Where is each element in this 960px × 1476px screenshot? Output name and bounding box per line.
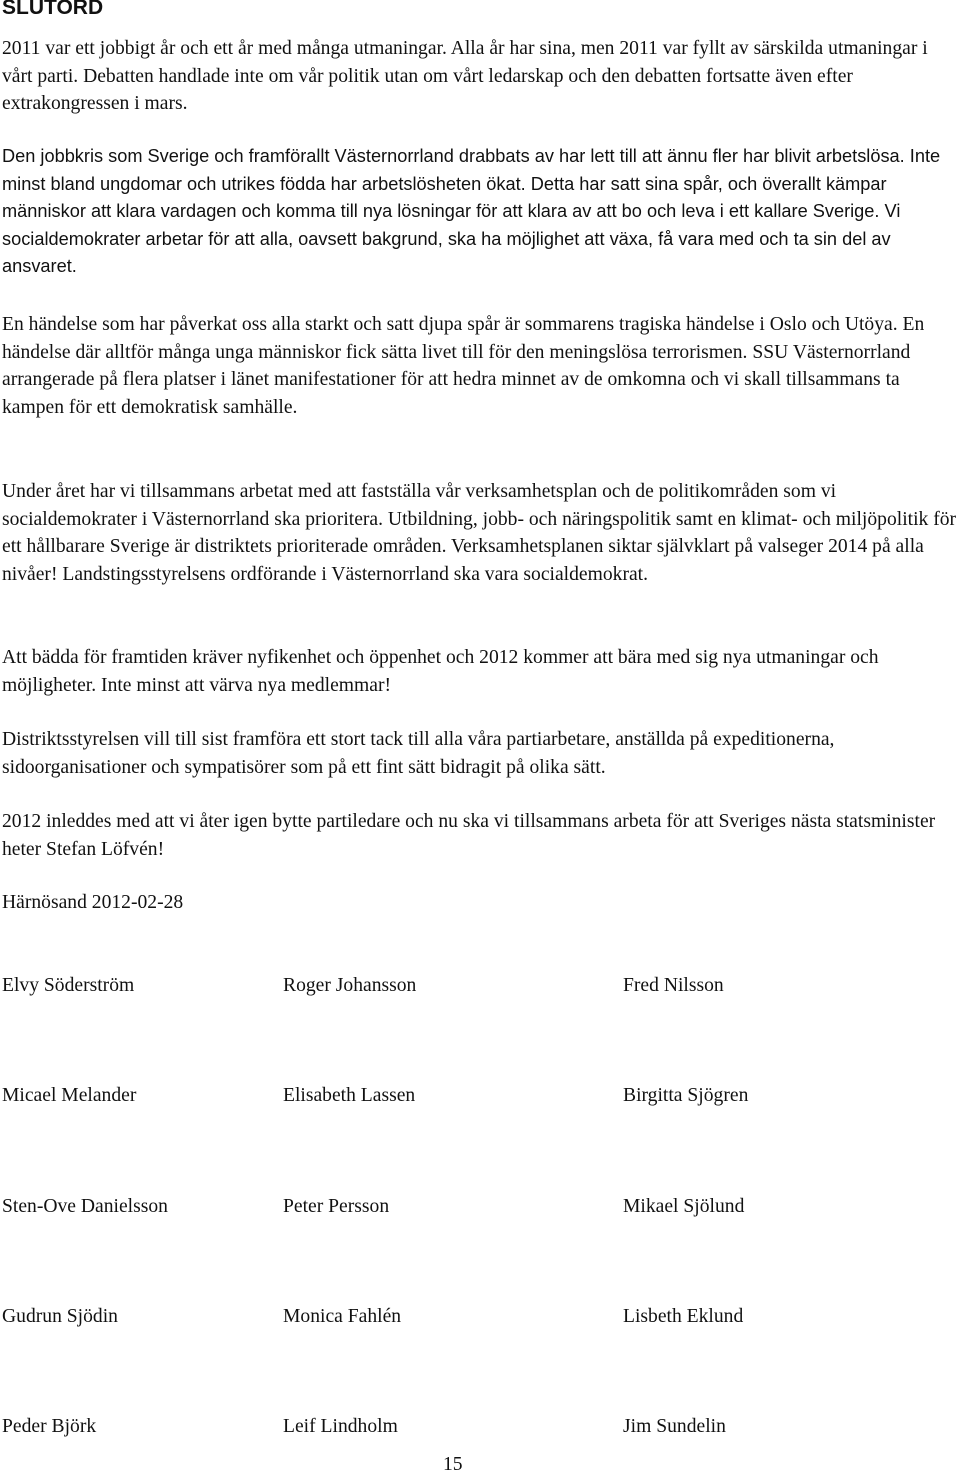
page-number: 15 (443, 1454, 463, 1475)
signatory-name: Gudrun Sjödin (2, 1306, 118, 1327)
signatory-name: Elvy Söderström (2, 975, 135, 996)
paragraph-4: Under året har vi tillsammans arbetat med att fastställa vår verksamhetsplan och de politikområden som vi socialdemokrater i Västernorrland ska prioritera. Utbildning, jobb- och näringspolitik samt en klimat- och miljöpolitik för ett hållbarare Sverige är distriktets prioriterade områden. Verksamhetsplanen siktar självklart på valseger 2014 på alla nivåer! Landstingsstyrelsens ordförande i Västernorrland ska vara socialdemokrat. (2, 481, 957, 585)
signatory-name: Peder Björk (2, 1416, 97, 1437)
signatory-name: Monica Fahlén (283, 1306, 402, 1327)
paragraph-5: Att bädda för framtiden kräver nyfikenhet och öppenhet och 2012 kommer att bära med sig nya utmaningar och möjligheter. Inte minst att värva nya medlemmar! (2, 647, 879, 696)
signatory-name: Micael Melander (2, 1085, 137, 1106)
signatory-name: Roger Johansson (283, 975, 417, 996)
paragraph-3: En händelse som har påverkat oss alla starkt och satt djupa spår är sommarens tragiska händelse i Oslo och Utöya. En händelse där alltför många unga människor fick sätta livet till för den meningslösa terrorismen. SSU Västernorrland arrangerade på flera platser i länet manifestationer för att hedra minnet av de omkomna och vi skall tillsammans ta kampen för ett demokratisk samhälle. (2, 314, 925, 418)
signatory-name: Birgitta Sjögren (623, 1085, 749, 1106)
signatory-name: Fred Nilsson (623, 975, 724, 996)
signatory-name: Mikael Sjölund (623, 1196, 745, 1217)
signatory-name: Lisbeth Eklund (623, 1306, 744, 1327)
section-heading: SLUTORD (2, 0, 104, 19)
paragraph-7: 2012 inleddes med att vi åter igen bytte partiledare och nu ska vi tillsammans arbeta för att Sveriges nästa statsminister heter Stefan Löfvén! (2, 811, 936, 860)
paragraph-6: Distriktsstyrelsen vill till sist framföra ett stort tack till alla våra partiarbetare, anställda på expeditionerna, sidoorganisationer och sympatisörer som på ett fint sätt bidragit på olika sätt. (2, 729, 835, 778)
signatory-name: Elisabeth Lassen (283, 1085, 416, 1106)
signatory-name: Leif Lindholm (283, 1416, 398, 1437)
signatory-name: Peter Persson (283, 1196, 390, 1217)
paragraph-2: Den jobbkris som Sverige och framförallt Västernorrland drabbats av har lett till att ännu fler har blivit arbetslösa. Inte minst bland ungdomar och utrikes födda har arbetslösheten ökat. Detta har satt sina spår, och överallt kämpar människor att klara vardagen och komma till nya lösningar för att klara av att bo och leva i ett kallare Sverige. Vi socialdemokrater arbetar för att alla, oavsett bakgrund, ska ha möjlighet att växa, få vara med och ta sin del av ansvaret. (2, 146, 941, 276)
signatory-name: Jim Sundelin (623, 1416, 726, 1437)
paragraph-1: 2011 var ett jobbigt år och ett år med många utmaningar. Alla år har sina, men 2011 var fyllt av särskilda utmaningar i vårt parti. Debatten handlade inte om vår politik utan om vårt ledarskap och den debatten fortsatte även efter extrakongressen i mars. (2, 38, 928, 114)
signatory-name: Sten-Ove Danielsson (2, 1196, 168, 1217)
place-and-date: Härnösand 2012-02-28 (2, 892, 184, 913)
